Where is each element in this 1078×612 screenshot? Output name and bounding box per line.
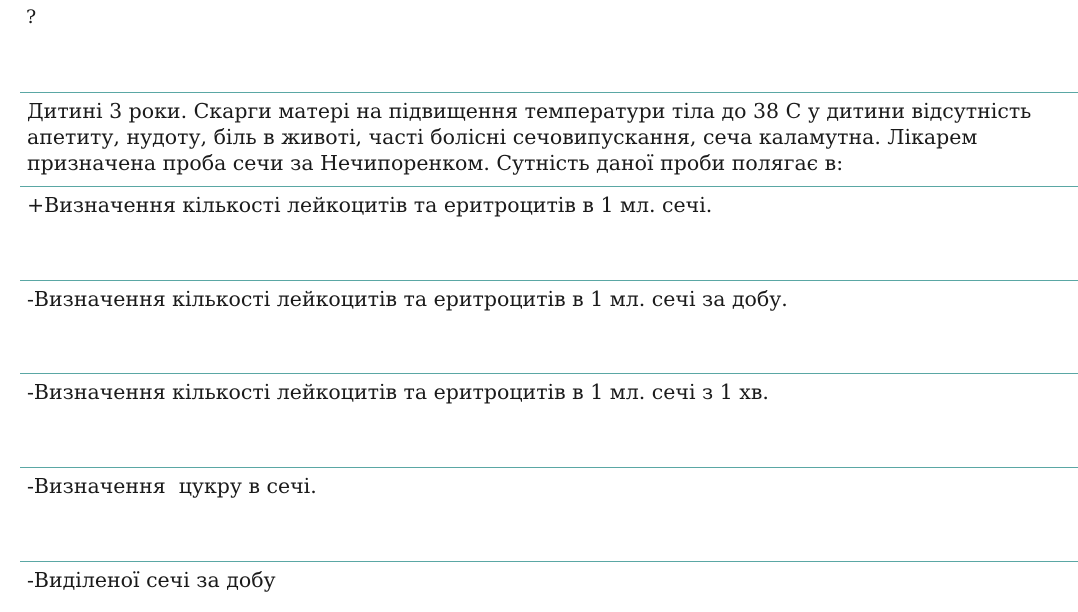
answer-option-text: +Визначення кількості лейкоцитів та еритроцитів в 1 мл. сечі. — [27, 193, 713, 217]
answer-option — [20, 373, 1078, 467]
answer-option — [20, 280, 1078, 373]
answer-option-text: -Визначення кількості лейкоцитів та еритроцитів в 1 мл. сечі за добу. — [27, 287, 788, 311]
answer-option-text: -Визначення кількості лейкоцитів та еритроцитів в 1 мл. сечі з 1 хв. — [27, 380, 769, 404]
answer-option — [20, 186, 1078, 280]
answer-option-text: -Визначення цукру в сечі. — [27, 474, 317, 498]
answer-option — [20, 467, 1078, 561]
question-text: Дитині 3 роки. Скарги матері на підвищення температури тіла до 38 С у дитини відсутність апетиту, нудоту, біль в животі, часті болісні сечовипускання, сеча каламутна. Лікарем призначена проба сечи за Нечипоренком. Сутність даної проби полягає в: — [27, 99, 1038, 175]
question-block — [20, 92, 1078, 186]
answer-option — [20, 561, 1078, 612]
question-marker: ? — [26, 6, 37, 28]
answer-option-text: -Виділеної сечі за добу — [27, 568, 276, 592]
